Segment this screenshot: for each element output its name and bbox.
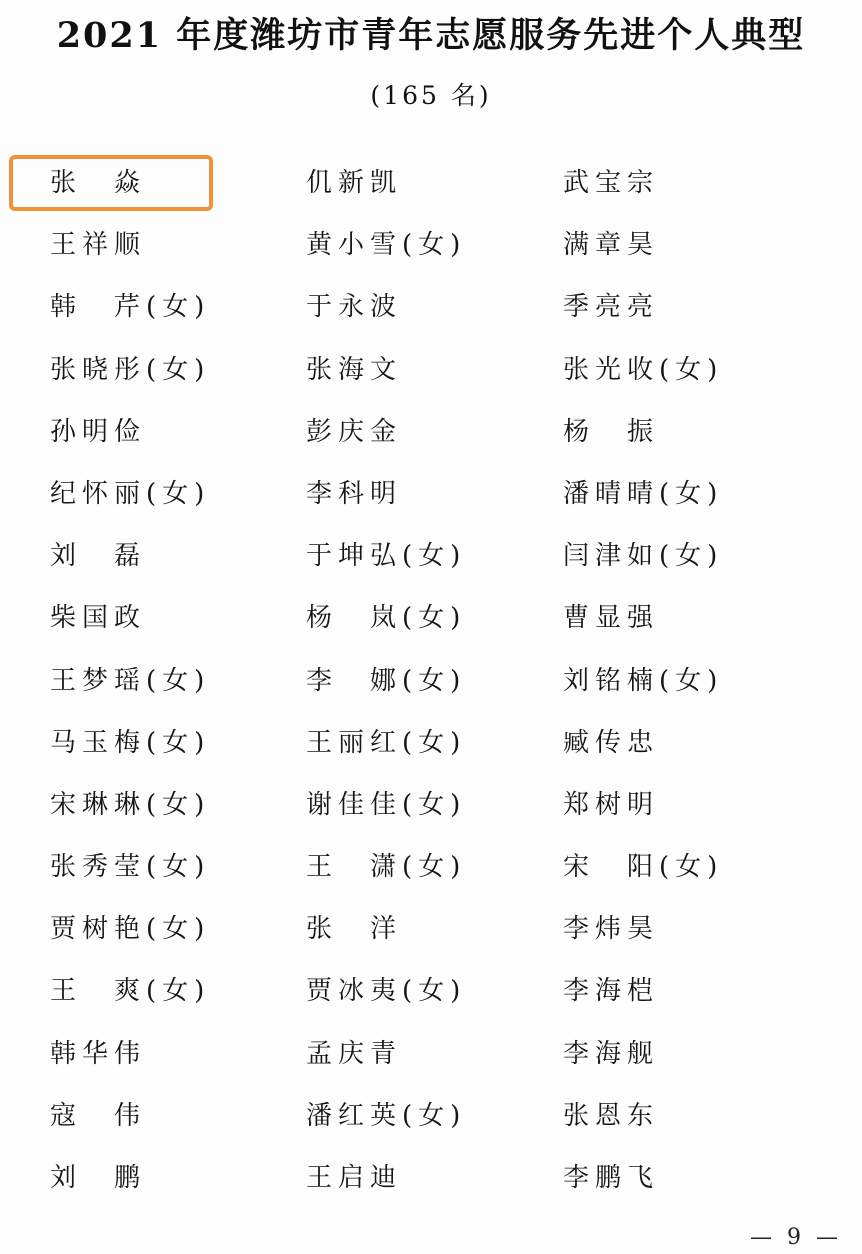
name-row (0, 842, 862, 904)
name-row (0, 407, 862, 469)
name-cell: 谢佳佳(女) (306, 789, 467, 820)
name-cell: 曹显强 (563, 603, 660, 634)
name-row (0, 593, 862, 655)
name-cell: 杨 振 (563, 416, 660, 447)
name-cell: 张 洋 (306, 914, 403, 945)
name-cell: 王 潇(女) (306, 852, 467, 883)
name-row (0, 1029, 862, 1091)
name-cell: 贾冰夷(女) (306, 976, 467, 1007)
name-row (0, 1091, 862, 1153)
name-cell: 黄小雪(女) (306, 230, 467, 261)
name-cell: 李海舰 (563, 1038, 660, 1069)
name-cell: 潘红英(女) (306, 1100, 467, 1131)
name-cell: 寇 伟 (50, 1100, 147, 1131)
name-cell: 刘 磊 (50, 541, 147, 572)
name-cell: 韩华伟 (50, 1038, 147, 1069)
name-cell: 李海桤 (563, 976, 660, 1007)
name-row (0, 1153, 862, 1215)
name-cell: 臧传忠 (563, 727, 660, 758)
name-cell: 郑树明 (563, 789, 660, 820)
name-cell: 李科明 (306, 478, 403, 509)
name-cell: 于永波 (306, 292, 403, 323)
name-cell: 张海文 (306, 354, 403, 385)
name-cell: 张 焱 (50, 168, 147, 198)
name-cell: 张光收(女) (563, 354, 724, 385)
name-cell: 彭庆金 (306, 416, 403, 447)
name-cell: 于坤弘(女) (306, 541, 467, 572)
name-row (0, 345, 862, 407)
name-cell: 王启迪 (306, 1163, 403, 1193)
name-row (0, 718, 862, 780)
name-cell: 王丽红(女) (306, 727, 467, 758)
document-subtitle: (165 名) (370, 81, 492, 110)
highlight-box (9, 155, 213, 211)
name-cell: 张晓彤(女) (50, 354, 211, 385)
name-cell: 李炜昊 (563, 914, 660, 945)
name-cell: 张秀莹(女) (50, 852, 211, 883)
name-cell: 李 娜(女) (306, 665, 467, 696)
name-cell: 柴国政 (50, 603, 147, 634)
name-row (0, 966, 862, 1028)
name-row (0, 220, 862, 282)
page-number: — 9 — (750, 1225, 842, 1250)
name-cell: 王梦瑶(女) (50, 665, 211, 696)
name-cell: 满章昊 (563, 230, 660, 261)
name-row (0, 469, 862, 531)
name-cell: 仉新凯 (306, 168, 403, 198)
name-list (0, 158, 862, 1215)
name-cell: 潘晴晴(女) (563, 478, 724, 509)
name-cell: 王祥顺 (50, 230, 147, 261)
document-title: 2021 年度潍坊市青年志愿服务先进个人典型 (56, 15, 806, 56)
name-cell: 李鹏飞 (563, 1163, 660, 1193)
name-row (0, 282, 862, 344)
name-cell: 季亮亮 (563, 292, 660, 323)
name-cell: 刘铭楠(女) (563, 665, 724, 696)
name-cell: 闫津如(女) (563, 541, 724, 572)
name-cell: 韩 芹(女) (50, 292, 211, 323)
name-cell: 孙明俭 (50, 416, 147, 447)
name-cell: 武宝宗 (563, 168, 660, 198)
name-cell: 宋琳琳(女) (50, 789, 211, 820)
name-cell: 刘 鹏 (50, 1163, 147, 1193)
name-cell: 纪怀丽(女) (50, 478, 211, 509)
name-cell: 宋 阳(女) (563, 852, 724, 883)
name-row (0, 780, 862, 842)
name-cell: 王 爽(女) (50, 976, 211, 1007)
name-cell: 贾树艳(女) (50, 914, 211, 945)
name-row (0, 904, 862, 966)
name-row (0, 656, 862, 718)
name-row (0, 531, 862, 593)
name-cell: 张恩东 (563, 1100, 660, 1131)
name-cell: 马玉梅(女) (50, 727, 211, 758)
name-cell: 杨 岚(女) (306, 603, 467, 634)
name-cell: 孟庆青 (306, 1038, 403, 1069)
